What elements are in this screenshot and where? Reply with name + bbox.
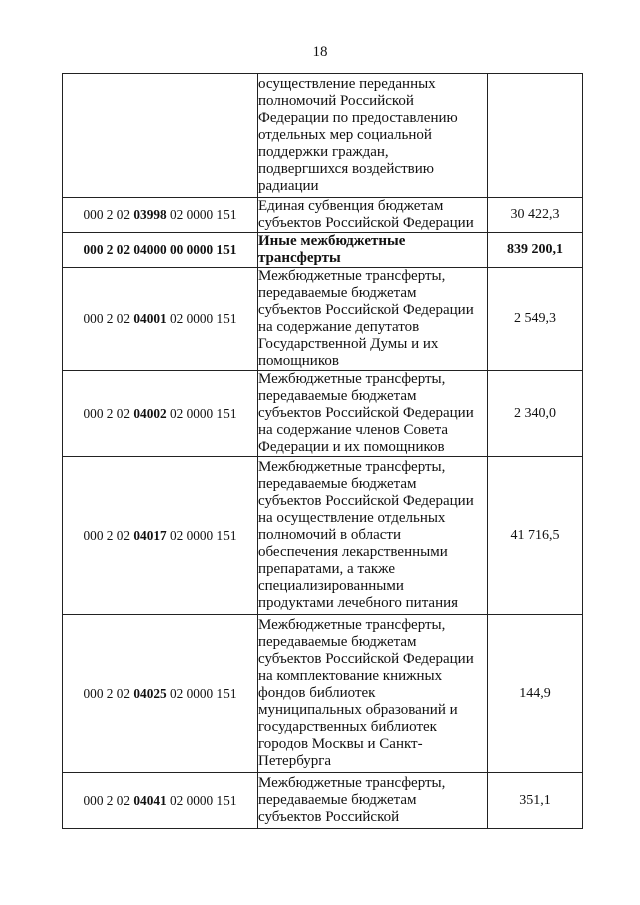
name-line: на комплектование книжных [258, 668, 443, 684]
code-part: 000 2 02 [83, 207, 134, 222]
table-row [63, 74, 583, 198]
name-cell [258, 773, 488, 829]
amount-cell: 839 200,1 [488, 233, 583, 268]
code-part-bold: 04002 [133, 405, 167, 421]
amount-cell: 351,1 [488, 773, 583, 829]
name-cell [258, 233, 488, 268]
code-part-bold: 04001 [133, 311, 167, 326]
code-part: 000 2 02 [83, 311, 134, 326]
name-line: Государственной Думы и их [258, 336, 439, 352]
name-cell [258, 615, 488, 773]
code-cell [63, 773, 258, 829]
code-part: 02 0000 151 [166, 527, 237, 543]
code-part-bold: 03998 [133, 207, 167, 222]
table-row [63, 457, 583, 615]
name-cell [258, 371, 488, 457]
code-cell [63, 615, 258, 773]
table-row [63, 773, 583, 829]
name-line: передаваемые бюджетам [258, 634, 417, 650]
name-line: на содержание депутатов [258, 319, 420, 335]
name-line: Петербурга [258, 753, 332, 769]
name-line: Межбюджетные трансферты, [258, 371, 446, 387]
amount-cell: 41 716,5 [488, 457, 583, 615]
amount-cell: 144,9 [488, 615, 583, 773]
name-line: Межбюджетные трансферты, [258, 459, 446, 475]
amount-cell: 2 340,0 [488, 371, 583, 457]
name-line: на осуществление отдельных [258, 510, 446, 526]
code-cell [63, 198, 258, 233]
table-row [63, 615, 583, 773]
name-line: передаваемые бюджетам [258, 285, 417, 301]
name-cell [258, 457, 488, 615]
name-line: отдельных мер социальной [258, 127, 432, 143]
name-line: помощников [258, 353, 339, 369]
code-part: 02 0000 151 [166, 311, 237, 326]
code-part-bold: 000 2 02 04000 00 0000 151 [83, 242, 237, 257]
name-line: радиации [258, 178, 319, 194]
name-line: на содержание членов Совета [258, 422, 449, 438]
name-line: субъектов Российской Федерации [258, 215, 474, 231]
name-line: государственных библиотек [258, 719, 437, 735]
name-line: Федерации и их помощников [258, 439, 445, 455]
code-part: 000 2 02 [83, 405, 134, 421]
table-row [63, 233, 583, 268]
name-line: поддержки граждан, [258, 144, 389, 160]
page-number: 18 [312, 44, 328, 60]
amount-cell: 2 549,3 [488, 268, 583, 371]
name-line: субъектов Российской [258, 809, 400, 825]
table-row [63, 268, 583, 371]
name-line: Единая субвенция бюджетам [258, 198, 444, 214]
budget-table [62, 73, 583, 829]
name-line: субъектов Российской Федерации [258, 405, 474, 421]
name-line: полномочий в области [258, 527, 401, 543]
name-line: субъектов Российской Федерации [258, 651, 474, 667]
name-line: осуществление переданных [258, 76, 436, 92]
code-part: 02 0000 151 [166, 792, 237, 808]
table-row [63, 371, 583, 457]
code-cell [63, 457, 258, 615]
name-cell [258, 74, 488, 198]
name-line: продуктами лечебного питания [258, 595, 459, 611]
name-line: обеспечения лекарственными [258, 544, 448, 560]
amount-cell: 30 422,3 [488, 198, 583, 233]
name-line: Федерации по предоставлению [258, 110, 458, 126]
name-line: передаваемые бюджетам [258, 388, 417, 404]
name-line: Иные межбюджетные [258, 233, 406, 249]
code-part-bold: 04041 [133, 792, 167, 808]
table-row [63, 198, 583, 233]
table-body [63, 74, 583, 829]
name-line: подвергшихся воздействию [258, 161, 434, 177]
code-cell [63, 74, 258, 198]
name-line: специализированными [258, 578, 404, 594]
name-line: передаваемые бюджетам [258, 792, 417, 808]
name-line: передаваемые бюджетам [258, 476, 417, 492]
name-line: трансферты [258, 250, 341, 266]
code-part: 000 2 02 [83, 685, 134, 701]
code-part: 000 2 02 [83, 527, 134, 543]
name-line: Межбюджетные трансферты, [258, 268, 446, 284]
name-line: фондов библиотек [258, 685, 376, 701]
name-line: Межбюджетные трансферты, [258, 775, 446, 791]
name-line: городов Москвы и Санкт- [258, 736, 423, 752]
code-part: 000 2 02 [83, 792, 134, 808]
amount-cell [488, 74, 583, 198]
name-line: субъектов Российской Федерации [258, 493, 474, 509]
code-cell [63, 268, 258, 371]
code-part-bold: 04017 [133, 527, 167, 543]
code-part-bold: 04025 [133, 685, 167, 701]
code-part: 02 0000 151 [166, 685, 237, 701]
name-line: субъектов Российской Федерации [258, 302, 474, 318]
name-cell [258, 198, 488, 233]
name-line: полномочий Российской [258, 93, 414, 109]
code-part: 02 0000 151 [166, 207, 237, 222]
name-line: препаратами, а также [258, 561, 395, 577]
name-cell [258, 268, 488, 371]
code-cell [63, 371, 258, 457]
code-cell [63, 233, 258, 268]
name-line: муниципальных образований и [258, 702, 458, 718]
name-line: Межбюджетные трансферты, [258, 617, 446, 633]
code-part: 02 0000 151 [166, 405, 237, 421]
